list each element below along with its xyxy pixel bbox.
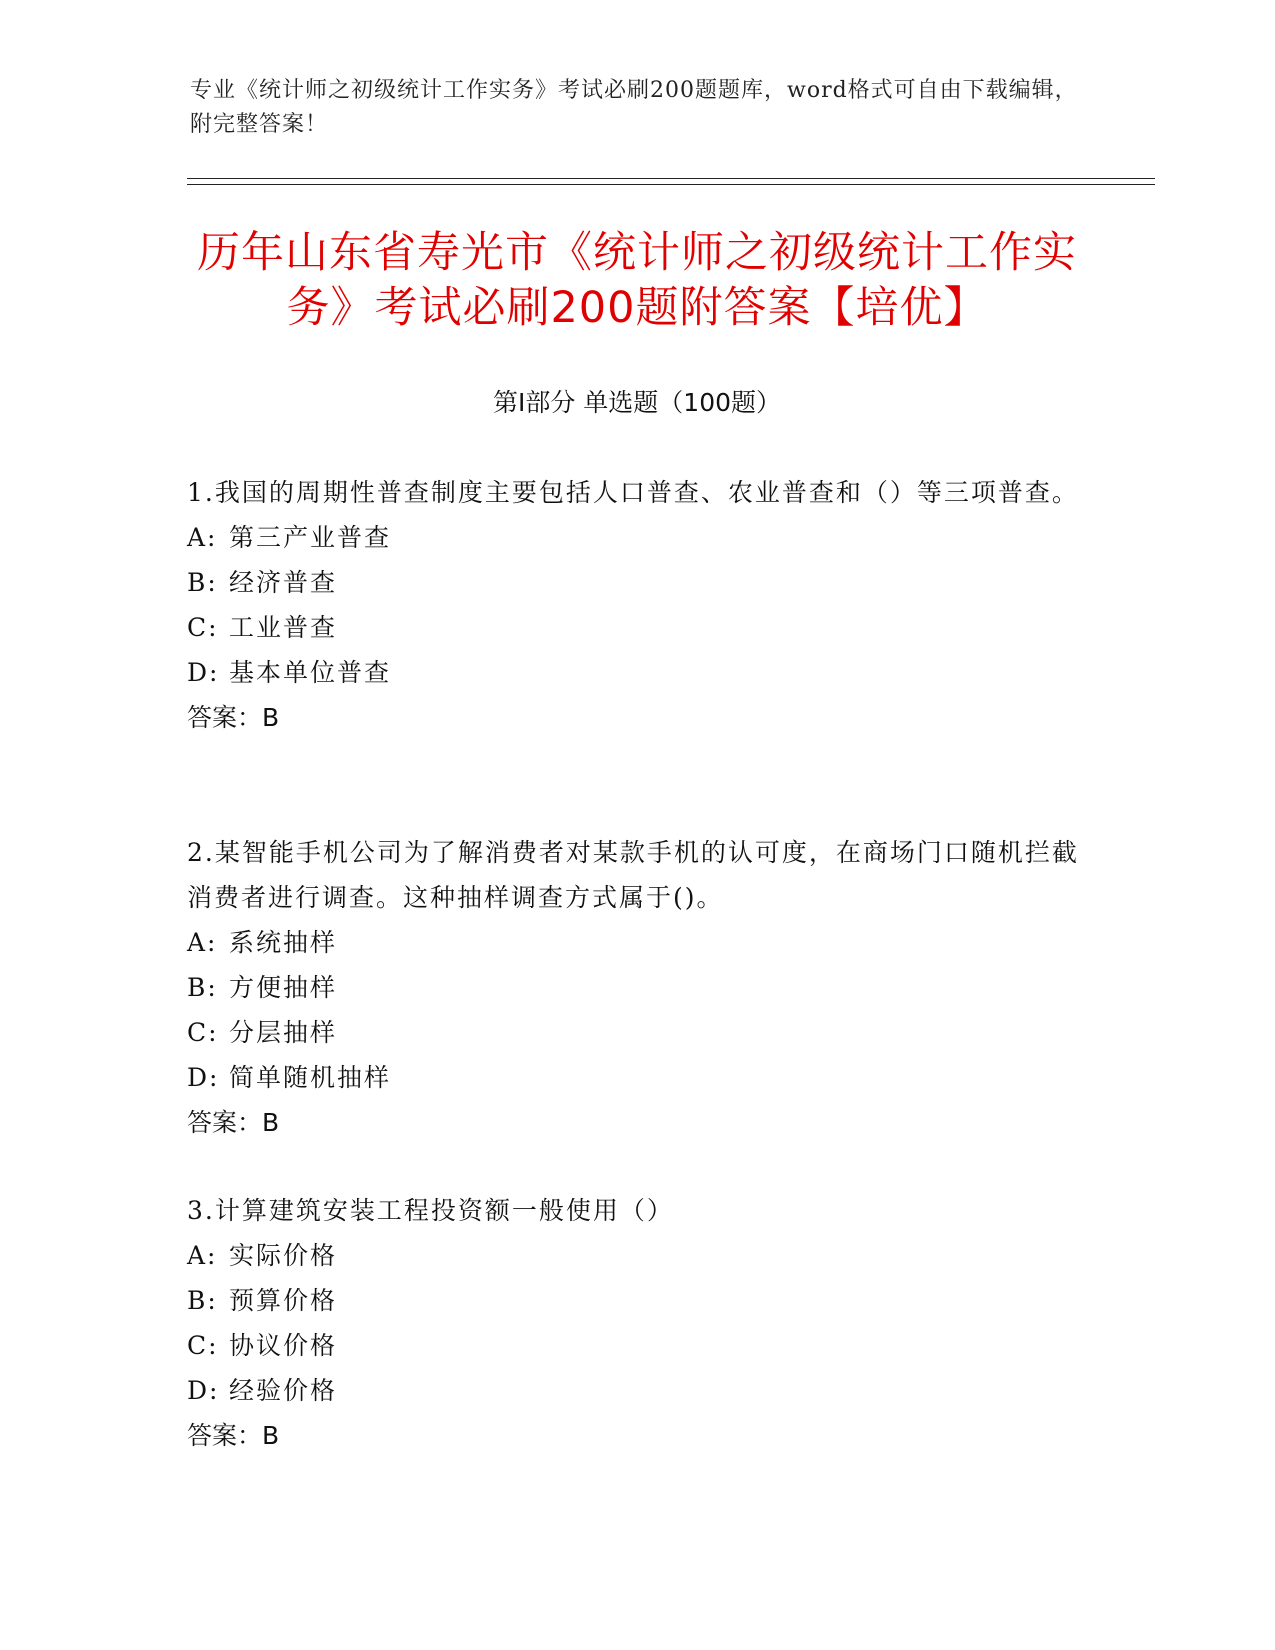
- option-key: C:: [187, 613, 219, 642]
- option-text: 工业普查: [229, 613, 338, 642]
- answer-line: 答案：B: [187, 703, 280, 732]
- answer-line: 答案：B: [187, 1108, 280, 1137]
- option-key: D:: [187, 658, 220, 687]
- option-key: B:: [187, 973, 218, 1002]
- option-key: D:: [187, 1063, 220, 1092]
- option-key: D:: [187, 1376, 220, 1405]
- option-text: 方便抽样: [229, 973, 338, 1002]
- option-text: 系统抽样: [229, 928, 338, 957]
- option-key: B:: [187, 1286, 218, 1315]
- header-note: 专业《统计师之初级统计工作实务》考试必刷200题题库，word格式可自由下载编辑，附完整答案！: [190, 78, 1078, 137]
- option-d: [187, 1055, 1087, 1100]
- option-a: [187, 920, 1087, 965]
- option-text: 经验价格: [229, 1376, 338, 1405]
- option-b: [187, 560, 1087, 605]
- option-text: 协议价格: [229, 1331, 338, 1360]
- section-title: 第I部分 单选题（100题）: [492, 388, 782, 417]
- option-key: C:: [187, 1018, 219, 1047]
- question-3: [187, 1188, 1087, 1458]
- question-2: [187, 830, 1087, 1145]
- header-rule-bottom: [187, 184, 1155, 185]
- option-key: A:: [187, 523, 218, 552]
- option-text: 经济普查: [229, 568, 338, 597]
- option-text: 实际价格: [229, 1241, 338, 1270]
- option-key: B:: [187, 568, 218, 597]
- option-text: 基本单位普查: [229, 658, 392, 687]
- option-d: [187, 1368, 1087, 1413]
- question-stem: 3.计算建筑安装工程投资额一般使用（）: [187, 1196, 674, 1225]
- option-key: A:: [187, 928, 218, 957]
- option-key: A:: [187, 1241, 218, 1270]
- question-1: [187, 470, 1087, 740]
- option-c: [187, 1323, 1087, 1368]
- document-title: 历年山东省寿光市《统计师之初级统计工作实务》考试必刷200题附答案【培优】: [197, 228, 1077, 333]
- option-d: [187, 650, 1087, 695]
- question-stem: 2.某智能手机公司为了解消费者对某款手机的认可度，在商场门口随机拦截消费者进行调查。这种抽样调查方式属于()。: [187, 838, 1079, 912]
- option-a: [187, 515, 1087, 560]
- option-text: 预算价格: [229, 1286, 338, 1315]
- answer-line: 答案：B: [187, 1421, 280, 1450]
- option-b: [187, 1278, 1087, 1323]
- header-rule-top: [187, 178, 1155, 179]
- question-stem: 1.我国的周期性普查制度主要包括人口普查、农业普查和（）等三项普查。: [187, 478, 1079, 507]
- option-key: C:: [187, 1331, 219, 1360]
- option-text: 简单随机抽样: [229, 1063, 392, 1092]
- option-c: [187, 1010, 1087, 1055]
- option-b: [187, 965, 1087, 1010]
- option-a: [187, 1233, 1087, 1278]
- option-text: 第三产业普查: [229, 523, 392, 552]
- option-c: [187, 605, 1087, 650]
- option-text: 分层抽样: [229, 1018, 338, 1047]
